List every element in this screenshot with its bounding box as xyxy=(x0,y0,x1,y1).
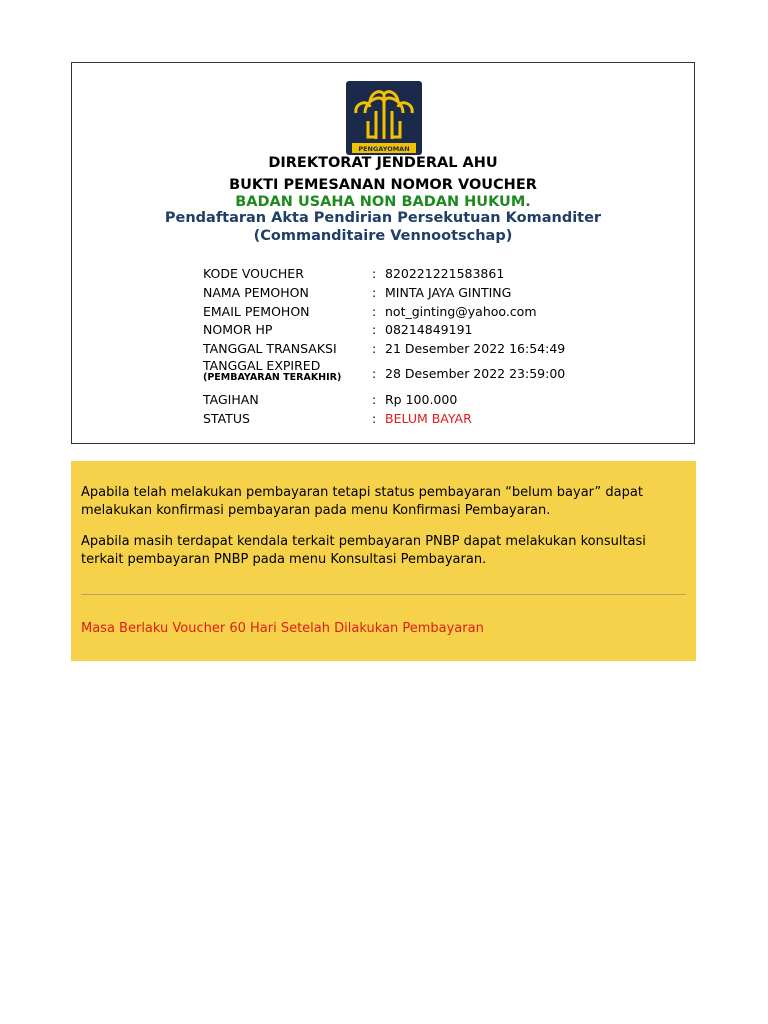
detail-row-tanggal-expired xyxy=(203,357,683,392)
detail-row-kode-voucher xyxy=(203,266,683,285)
voucher-validity-text: Masa Berlaku Voucher 60 Hari Setelah Dilakukan Pembayaran xyxy=(81,621,484,636)
detail-value: Rp 100.000 xyxy=(385,391,458,407)
voucher-card xyxy=(71,62,695,444)
pengayoman-emblem-icon xyxy=(346,81,422,155)
detail-label: STATUS xyxy=(203,410,250,426)
detail-row-email-pemohon xyxy=(203,304,683,323)
detail-label: EMAIL PEMOHON xyxy=(203,303,310,319)
detail-value: 21 Desember 2022 16:54:49 xyxy=(385,341,566,357)
detail-row-nama-pemohon xyxy=(203,285,683,304)
detail-value: 820221221583861 xyxy=(385,266,505,281)
notice-paragraph-consultation: Apabila masih terdapat kendala terkait pembayaran PNBP dapat melakukan konsultasi terkait pembayaran PNBP pada menu Konsultasi Pembayaran. xyxy=(81,534,646,567)
entity-type-title: BADAN USAHA NON BADAN HUKUM. xyxy=(235,194,531,210)
notice-divider xyxy=(81,594,686,595)
detail-colon: : xyxy=(372,365,377,381)
detail-colon: : xyxy=(372,391,377,407)
detail-colon: : xyxy=(372,303,377,319)
detail-label: KODE VOUCHER xyxy=(203,266,304,281)
receipt-title: BUKTI PEMESANAN NOMOR VOUCHER xyxy=(229,177,537,193)
detail-label: TANGGAL TRANSAKSI xyxy=(203,341,337,357)
detail-colon: : xyxy=(372,410,377,426)
directorate-title: DIREKTORAT JENDERAL AHU xyxy=(268,155,498,171)
notice-paragraph-confirmation: Apabila telah melakukan pembayaran tetapi status pembayaran “belum bayar” dapat melakukan konfirmasi pembayaran pada menu Konfirmasi Pembayaran. xyxy=(81,485,643,518)
detail-value: MINTA JAYA GINTING xyxy=(385,284,512,300)
detail-colon: : xyxy=(372,266,377,281)
detail-row-nomor-hp xyxy=(203,322,683,341)
detail-colon: : xyxy=(372,341,377,357)
service-title: Pendaftaran Akta Pendirian Persekutuan Komanditer xyxy=(164,210,602,226)
logo-text: PENGAYOMAN xyxy=(358,145,410,153)
detail-sublabel: (PEMBAYARAN TERAKHIR) xyxy=(203,371,342,383)
detail-colon: : xyxy=(372,284,377,300)
service-subtitle: (Commanditaire Vennootschap) xyxy=(253,228,513,244)
detail-label: NOMOR HP xyxy=(203,322,273,338)
detail-label: TANGGAL EXPIRED xyxy=(203,357,321,373)
detail-value: not_ginting@yahoo.com xyxy=(385,303,537,319)
detail-row-tagihan xyxy=(203,392,683,411)
payment-notice-box xyxy=(71,461,696,661)
voucher-details xyxy=(203,266,683,430)
detail-row-status xyxy=(203,411,683,430)
detail-colon: : xyxy=(372,322,377,338)
detail-label: NAMA PEMOHON xyxy=(203,284,309,300)
detail-label: TAGIHAN xyxy=(203,391,259,407)
pengayoman-logo xyxy=(346,81,422,155)
detail-value: 08214849191 xyxy=(385,322,473,338)
detail-value: 28 Desember 2022 23:59:00 xyxy=(385,365,566,381)
status-value: BELUM BAYAR xyxy=(385,410,472,426)
